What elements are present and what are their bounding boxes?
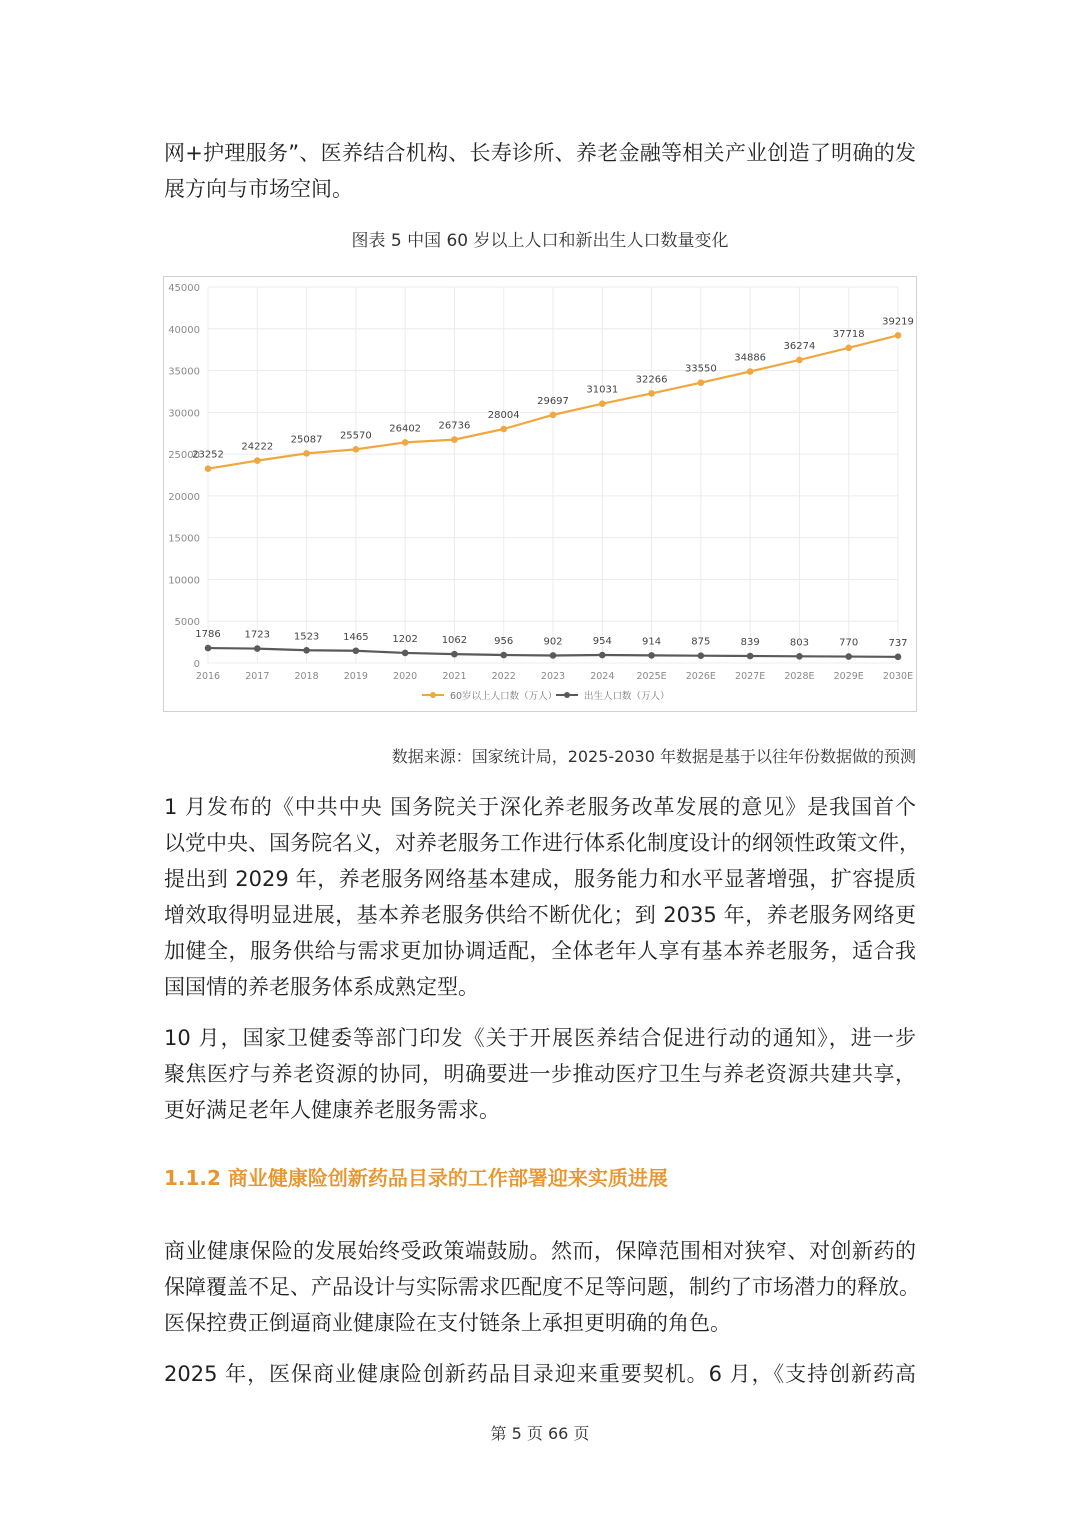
data-point-births bbox=[796, 653, 803, 660]
data-point-elderly bbox=[698, 379, 705, 386]
data-point-elderly bbox=[303, 450, 310, 457]
legend-label: 出生人口数（万人） bbox=[584, 691, 670, 702]
x-tick-label: 2023 bbox=[540, 671, 566, 682]
data-label-elderly: 32266 bbox=[635, 374, 668, 386]
legend-marker bbox=[430, 692, 436, 698]
data-point-births bbox=[205, 645, 212, 652]
data-point-elderly bbox=[845, 345, 852, 352]
paragraph-2025-catalog bbox=[164, 1356, 916, 1392]
page-footer: 第 5 页 66 页 bbox=[490, 1424, 590, 1443]
data-point-elderly bbox=[648, 390, 655, 397]
x-tick-label: 2016 bbox=[195, 671, 221, 682]
x-tick-label: 2024 bbox=[590, 671, 615, 682]
paragraph-line: 2025 年，医保商业健康险创新药品目录迎来重要契机。6 月，《支持创新药高 bbox=[164, 1362, 916, 1386]
section-heading: 1.1.2 商业健康险创新药品目录的工作部署迎来实质进展 bbox=[164, 1166, 668, 1190]
data-label-elderly: 26736 bbox=[438, 420, 471, 432]
data-point-births bbox=[648, 652, 655, 659]
data-point-elderly bbox=[747, 368, 754, 375]
data-point-elderly bbox=[402, 439, 409, 446]
data-label-births: 839 bbox=[740, 636, 760, 648]
data-point-births bbox=[254, 645, 261, 652]
paragraph-line: 商业健康保险的发展始终受政策端鼓励。然而，保障范围相对狭窄、对创新药的 bbox=[164, 1239, 916, 1263]
data-label-elderly: 25570 bbox=[339, 430, 372, 442]
paragraph-line: 10 月，国家卫健委等部门印发《关于开展医养结合促进行动的通知》，进一步 bbox=[164, 1026, 916, 1050]
paragraph-line: 更好满足老年人健康养老服务需求。 bbox=[164, 1098, 500, 1122]
data-point-births bbox=[845, 653, 852, 660]
data-label-births: 1062 bbox=[441, 635, 468, 647]
y-tick-label: 0 bbox=[193, 659, 200, 670]
y-tick-label: 45000 bbox=[168, 283, 200, 294]
paragraph-line: 1 月发布的《中共中央 国务院关于深化养老服务改革发展的意见》是我国首个 bbox=[164, 795, 916, 819]
data-point-births bbox=[895, 654, 902, 661]
data-label-births: 737 bbox=[888, 637, 908, 649]
x-tick-label: 2026E bbox=[685, 671, 716, 682]
data-point-elderly bbox=[550, 412, 557, 419]
x-tick-label: 2029E bbox=[833, 671, 864, 682]
x-tick-label: 2020 bbox=[393, 671, 418, 682]
legend-marker bbox=[564, 692, 570, 698]
data-label-births: 803 bbox=[789, 637, 809, 649]
intro-paragraph bbox=[164, 135, 916, 207]
y-tick-label: 20000 bbox=[168, 491, 200, 503]
data-point-births bbox=[747, 653, 754, 660]
data-label-births: 770 bbox=[839, 637, 859, 649]
y-tick-label: 30000 bbox=[168, 408, 200, 420]
paragraph-line: 以党中央、国务院名义，对养老服务工作进行体系化制度设计的纲领性政策文件， bbox=[164, 831, 920, 855]
y-tick-label: 25000 bbox=[168, 450, 200, 462]
data-label-elderly: 29697 bbox=[537, 395, 569, 407]
data-point-elderly bbox=[254, 457, 261, 464]
x-tick-label: 2017 bbox=[245, 671, 270, 682]
paragraph-medical-care-notice bbox=[164, 1020, 916, 1128]
x-tick-label: 2018 bbox=[294, 671, 319, 682]
intro-line-2: 展方向与市场空间。 bbox=[164, 177, 353, 201]
data-source-note: 数据来源：国家统计局，2025-2030 年数据是基于以往年份数据做的预测 bbox=[391, 747, 916, 766]
data-point-births bbox=[353, 647, 360, 654]
data-label-elderly: 37718 bbox=[832, 328, 865, 340]
data-label-elderly: 39219 bbox=[882, 316, 914, 328]
data-label-elderly: 33550 bbox=[684, 363, 717, 375]
y-tick-label: 5000 bbox=[174, 617, 200, 629]
paragraph-line: 医保控费正倒逼商业健康险在支付链条上承担更明确的角色。 bbox=[164, 1311, 731, 1335]
data-point-births bbox=[500, 652, 507, 659]
paragraph-policy-opinion bbox=[164, 789, 920, 1005]
data-label-elderly: 26402 bbox=[389, 423, 422, 435]
x-tick-label: 2028E bbox=[784, 671, 815, 682]
data-label-births: 875 bbox=[691, 636, 711, 648]
data-label-elderly: 36274 bbox=[783, 340, 816, 352]
y-tick-label: 15000 bbox=[168, 533, 200, 545]
data-label-births: 954 bbox=[592, 636, 612, 648]
data-point-elderly bbox=[599, 400, 606, 407]
data-point-births bbox=[303, 647, 310, 654]
data-point-elderly bbox=[500, 426, 507, 433]
paragraph-line: 提出到 2029 年，养老服务网络基本建成，服务能力和水平显著增强，扩容提质 bbox=[164, 867, 916, 891]
x-tick-label: 2021 bbox=[442, 671, 467, 682]
paragraph-line: 聚焦医疗与养老资源的协同，明确要进一步推动医疗卫生与养老资源共建共享， bbox=[164, 1062, 916, 1086]
data-point-elderly bbox=[895, 332, 902, 339]
x-tick-label: 2027E bbox=[735, 671, 766, 682]
data-point-births bbox=[550, 652, 557, 659]
data-point-elderly bbox=[796, 357, 803, 364]
x-tick-label: 2019 bbox=[343, 671, 368, 682]
y-tick-label: 40000 bbox=[168, 324, 200, 336]
data-label-births: 1723 bbox=[244, 629, 271, 641]
data-point-elderly bbox=[353, 446, 360, 453]
data-point-births bbox=[451, 651, 458, 658]
data-point-births bbox=[698, 652, 705, 659]
chart-svg bbox=[164, 277, 916, 711]
data-point-births bbox=[599, 652, 606, 659]
x-tick-label: 2022 bbox=[491, 671, 516, 682]
data-point-elderly bbox=[205, 465, 212, 472]
data-label-births: 1786 bbox=[195, 629, 221, 641]
y-tick-label: 10000 bbox=[168, 575, 200, 587]
data-label-elderly: 25087 bbox=[290, 434, 323, 446]
data-label-births: 902 bbox=[543, 636, 563, 648]
intro-line-1: 网+护理服务”、医养结合机构、长寿诊所、养老金融等相关产业创造了明确的发 bbox=[164, 141, 916, 165]
figure-caption: 图表 5 中国 60 岁以上人口和新出生人口数量变化 bbox=[351, 231, 729, 251]
data-label-elderly: 23252 bbox=[192, 449, 224, 461]
data-label-elderly: 24222 bbox=[241, 441, 274, 453]
paragraph-line: 增效取得明显进展，基本养老服务供给不断优化；到 2035 年，养老服务网络更 bbox=[164, 903, 916, 927]
data-label-births: 1202 bbox=[392, 633, 418, 645]
data-point-births bbox=[402, 650, 409, 657]
x-tick-label: 2030E bbox=[882, 671, 914, 682]
data-label-elderly: 28004 bbox=[487, 410, 520, 422]
paragraph-commercial-insurance bbox=[164, 1233, 920, 1341]
data-label-births: 914 bbox=[642, 636, 662, 648]
paragraph-line: 国国情的养老服务体系成熟定型。 bbox=[164, 975, 479, 999]
data-point-elderly bbox=[451, 436, 458, 443]
paragraph-line: 保障覆盖不足、产品设计与实际需求匹配度不足等问题，制约了市场潜力的释放。 bbox=[164, 1275, 920, 1299]
x-tick-label: 2025E bbox=[636, 671, 667, 682]
data-label-elderly: 34886 bbox=[734, 352, 767, 364]
data-label-births: 1465 bbox=[343, 631, 369, 643]
line-chart bbox=[163, 276, 917, 712]
y-tick-label: 35000 bbox=[168, 366, 200, 378]
data-label-elderly: 31031 bbox=[586, 384, 619, 396]
legend-label: 60岁以上人口数（万人） bbox=[450, 691, 558, 702]
data-label-births: 956 bbox=[494, 636, 514, 648]
data-label-births: 1523 bbox=[293, 631, 320, 643]
paragraph-line: 加健全，服务供给与需求更加协调适配，全体老年人享有基本养老服务，适合我 bbox=[164, 939, 916, 963]
